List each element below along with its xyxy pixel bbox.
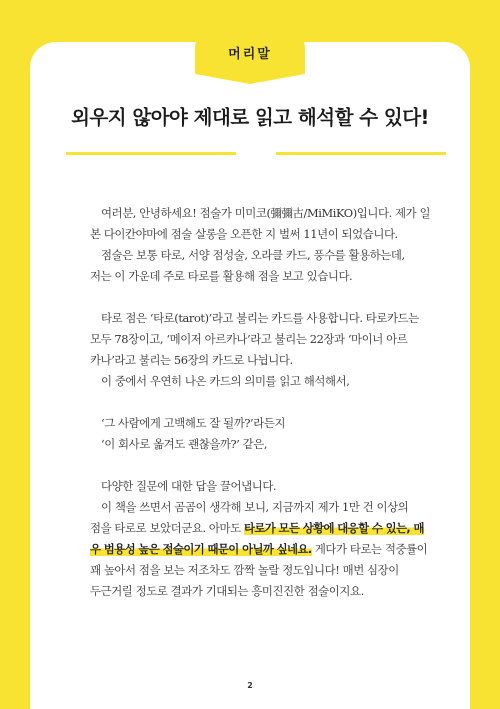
text-line: 꽤 높아서 점을 보는 저조차도 깜짝 놀랄 정도입니다! 매번 심장이 bbox=[90, 563, 399, 577]
body-text bbox=[90, 203, 431, 602]
text-line: 저는 이 가운데 주로 타로를 활용해 점을 보고 있습니다. bbox=[90, 269, 353, 283]
title-underline-left bbox=[66, 152, 236, 155]
highlighted-text: 타로가 모든 상황에 대응할 수 있는, 매 bbox=[243, 521, 424, 535]
text-line bbox=[90, 539, 428, 560]
section-tab-label: 머리말 bbox=[228, 46, 272, 62]
text-line bbox=[90, 518, 424, 539]
section-tab-notch bbox=[195, 74, 305, 84]
title-underline-right bbox=[276, 152, 446, 155]
text-line: 카나’라고 불리는 56장의 카드로 나뉩니다. bbox=[90, 353, 293, 367]
text-line: 이 중에서 우연히 나온 카드의 의미를 읽고 해석해서, bbox=[101, 374, 350, 388]
quote-line: ‘이 회사로 옮겨도 괜찮을까?’ 같은, bbox=[101, 437, 268, 451]
text-line: 모두 78장이고, ‘메이저 아르카나’라고 불리는 22장과 ‘마이너 아르 bbox=[90, 332, 408, 346]
paragraph-gap bbox=[90, 287, 410, 308]
text-line: 두근거릴 정도로 결과가 기대되는 흥미진진한 점술이지요. bbox=[90, 584, 364, 598]
page-number: 2 bbox=[247, 681, 253, 690]
page-title: 외우지 않아야 제대로 읽고 해석할 수 있다! bbox=[71, 106, 429, 129]
section-tab bbox=[195, 30, 305, 74]
highlighted-text: 우 범용성 높은 점술이기 때문이 아닐까 싶네요. bbox=[90, 542, 312, 556]
text-line: 여러분, 안녕하세요! 점술가 미미코(彌彌古/MiMiKO)입니다. 제가 일 bbox=[101, 206, 431, 220]
text-line: 본 다이칸야마에 점술 살롱을 오픈한 지 벌써 11년이 되었습니다. bbox=[90, 227, 398, 241]
text-line: 점술은 보통 타로, 서양 점성술, 오라클 카드, 풍수를 활용하는데, bbox=[101, 248, 405, 262]
quote-line: ‘그 사람에게 고백해도 잘 될까?’라든지 bbox=[101, 416, 286, 430]
text-segment: 점을 타로로 보았더군요. 아마도 bbox=[90, 521, 244, 535]
paragraph-gap bbox=[90, 455, 410, 476]
paragraph-gap bbox=[90, 392, 410, 413]
text-line: 이 책을 쓰면서 곰곰이 생각해 보니, 지금까지 제가 1만 건 이상의 bbox=[101, 500, 409, 514]
text-line: 타로 점은 ‘타로(tarot)’라고 불리는 카드를 사용합니다. 타로카드는 bbox=[101, 311, 419, 325]
text-line: 다양한 질문에 대한 답을 끌어냅니다. bbox=[101, 479, 277, 493]
text-segment: 게다가 타로는 적중률이 bbox=[311, 542, 428, 556]
